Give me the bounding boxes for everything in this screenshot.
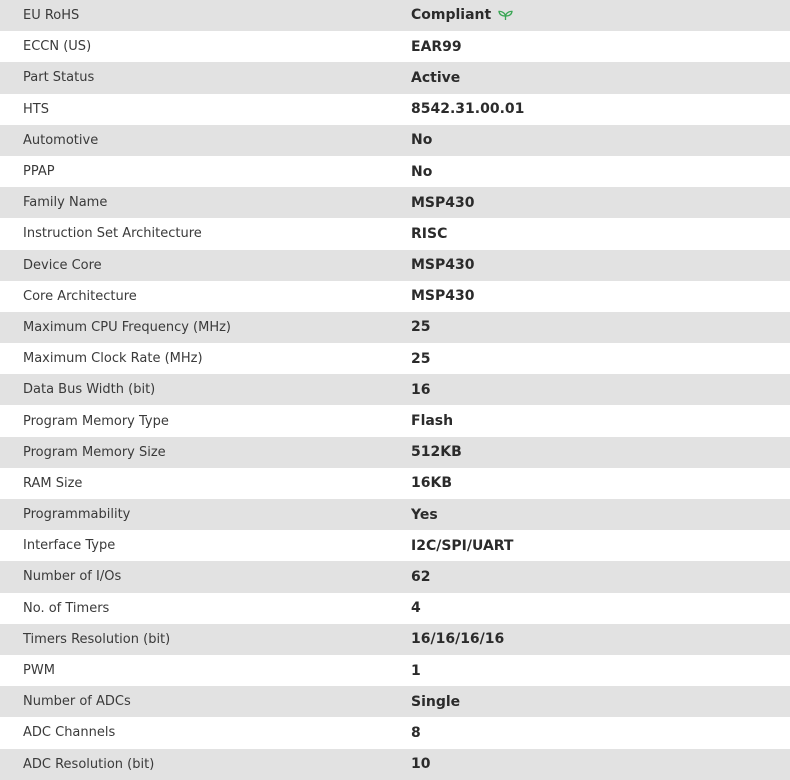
row-label: Device Core xyxy=(23,257,102,273)
table-row xyxy=(0,499,790,530)
row-value: Active xyxy=(411,69,461,86)
row-value: No xyxy=(411,163,433,180)
table-row xyxy=(0,250,790,281)
row-label: No. of Timers xyxy=(23,600,110,616)
row-label: Maximum CPU Frequency (MHz) xyxy=(23,319,231,335)
row-label: Number of ADCs xyxy=(23,694,131,710)
row-label: Family Name xyxy=(23,195,108,211)
row-label: PPAP xyxy=(23,164,55,180)
row-value xyxy=(411,0,790,31)
row-value: EAR99 xyxy=(411,38,462,55)
row-value: 16/16/16/16 xyxy=(411,631,505,648)
row-value: 16KB xyxy=(411,475,453,492)
table-row xyxy=(0,530,790,561)
row-label: ADC Channels xyxy=(23,725,116,741)
row-value: 512KB xyxy=(411,444,462,461)
table-row xyxy=(0,655,790,686)
table-row xyxy=(0,624,790,655)
table-row xyxy=(0,686,790,717)
row-label: ADC Resolution (bit) xyxy=(23,756,155,772)
row-value: MSP430 xyxy=(411,257,475,274)
table-row xyxy=(0,281,790,312)
row-label: Number of I/Os xyxy=(23,569,122,585)
row-label: ECCN (US) xyxy=(23,39,92,55)
row-label: Interface Type xyxy=(23,538,116,554)
table-row xyxy=(0,94,790,125)
table-row xyxy=(0,374,790,405)
table-row xyxy=(0,561,790,592)
table-row xyxy=(0,593,790,624)
table-row xyxy=(0,187,790,218)
rohs-status: Compliant xyxy=(411,6,492,23)
table-row xyxy=(0,405,790,436)
table-row xyxy=(0,749,790,780)
table-row xyxy=(0,156,790,187)
row-value: 10 xyxy=(411,756,431,773)
row-label: EU RoHS xyxy=(23,8,80,24)
row-value: 25 xyxy=(411,350,431,367)
table-row xyxy=(0,468,790,499)
row-value: MSP430 xyxy=(411,288,475,305)
row-label: Timers Resolution (bit) xyxy=(23,631,171,647)
row-label: Programmability xyxy=(23,507,131,523)
table-row xyxy=(0,125,790,156)
row-label: HTS xyxy=(23,101,49,117)
row-value: 8542.31.00.01 xyxy=(411,101,525,118)
row-label: Data Bus Width (bit) xyxy=(23,382,156,398)
row-value: 62 xyxy=(411,568,431,585)
row-label: Automotive xyxy=(23,132,99,148)
row-value: No xyxy=(411,132,433,149)
table-row xyxy=(0,218,790,249)
row-label: PWM xyxy=(23,663,55,679)
table-row xyxy=(0,343,790,374)
table-row xyxy=(0,437,790,468)
row-value: Flash xyxy=(411,413,454,430)
table-row xyxy=(0,62,790,93)
row-value: 1 xyxy=(411,662,421,679)
row-value: RISC xyxy=(411,225,448,242)
row-label: RAM Size xyxy=(23,475,83,491)
table-row xyxy=(0,312,790,343)
row-value: 8 xyxy=(411,724,421,741)
row-label: Part Status xyxy=(23,70,95,86)
table-row xyxy=(0,0,790,31)
row-value: 16 xyxy=(411,381,431,398)
row-label: Maximum Clock Rate (MHz) xyxy=(23,351,203,367)
leaf-icon xyxy=(498,9,513,25)
row-label: Core Architecture xyxy=(23,288,137,304)
row-value: Yes xyxy=(411,506,438,523)
row-value: 25 xyxy=(411,319,431,336)
table-row xyxy=(0,31,790,62)
row-label: Instruction Set Architecture xyxy=(23,226,202,242)
row-value: Single xyxy=(411,693,461,710)
table-row xyxy=(0,717,790,748)
row-value: 4 xyxy=(411,600,421,617)
row-value: I2C/SPI/UART xyxy=(411,537,514,554)
row-value: MSP430 xyxy=(411,194,475,211)
row-label: Program Memory Type xyxy=(23,413,169,429)
row-label: Program Memory Size xyxy=(23,444,166,460)
